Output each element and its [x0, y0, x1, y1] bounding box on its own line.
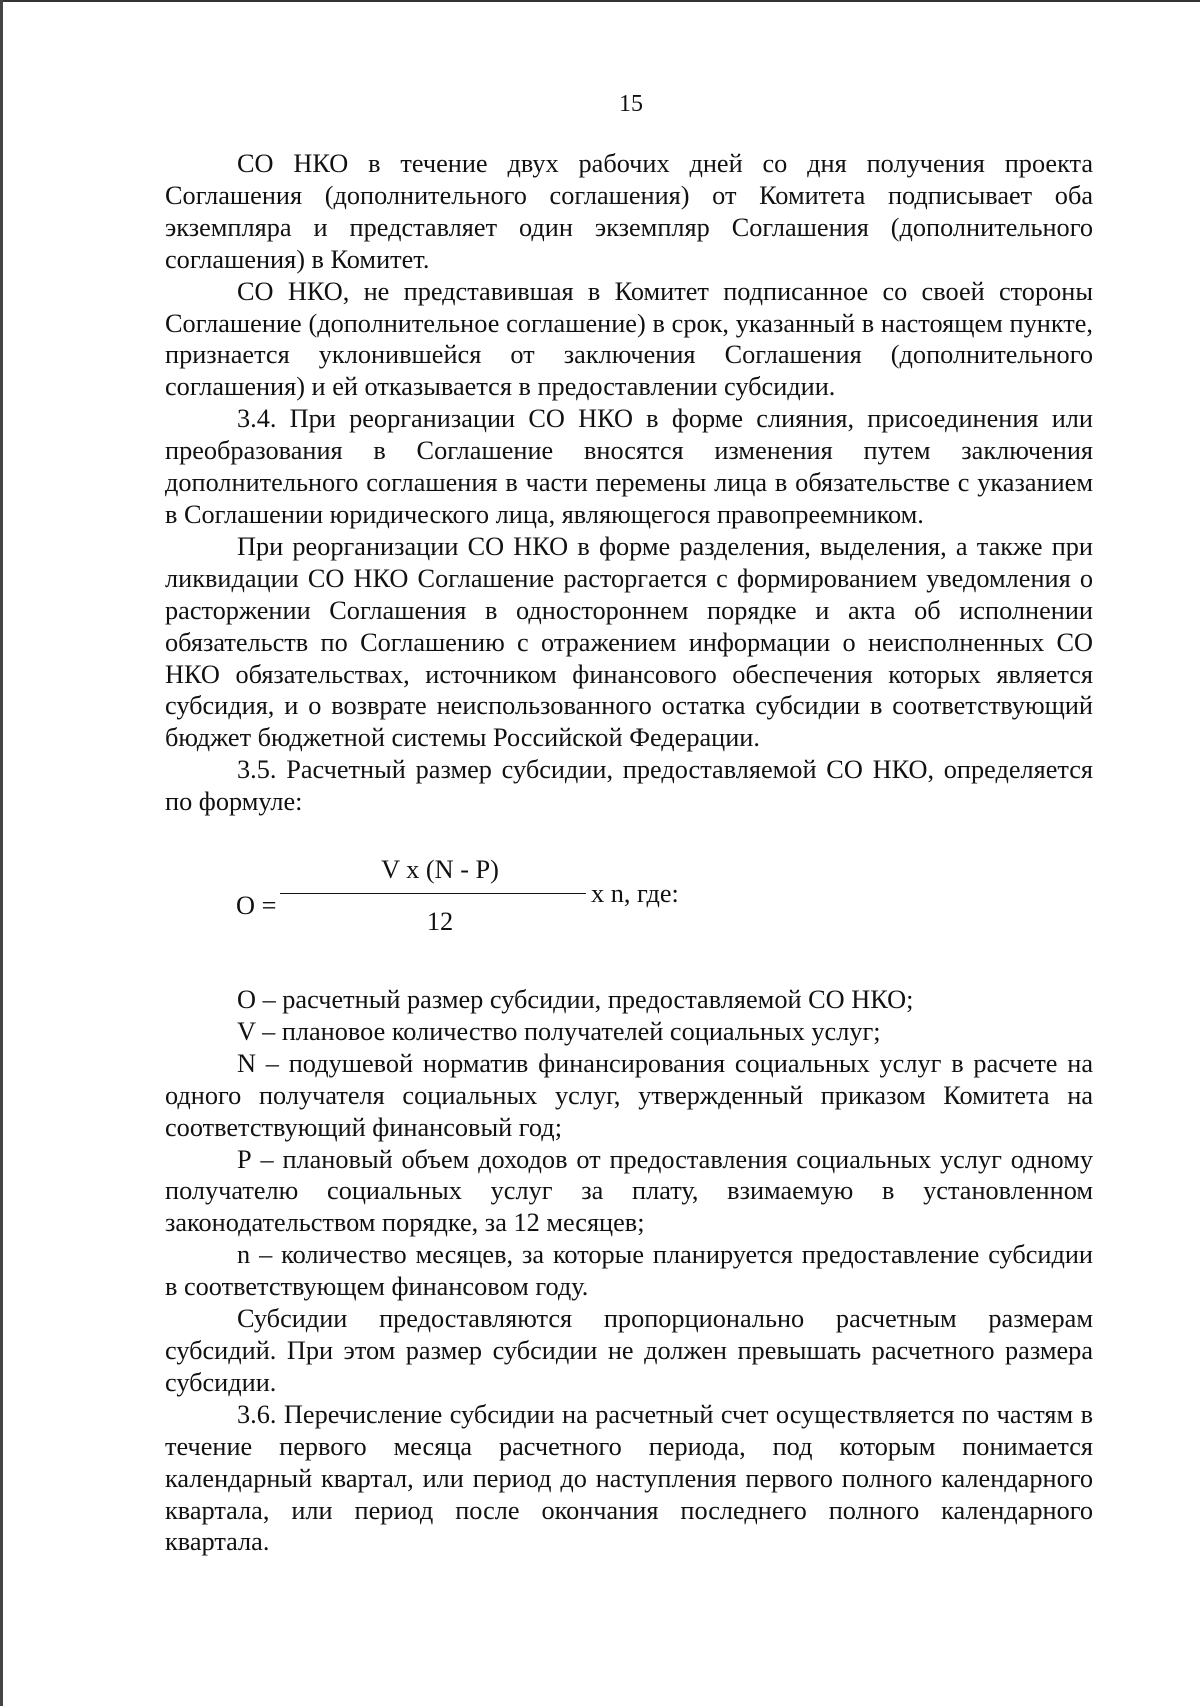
subsidy-formula [165, 848, 1093, 958]
formula-numerator: V x (N - P) [381, 855, 499, 885]
paragraph: 3.6. Перечисление субсидии на расчетный счет осуществляется по частям в течение первого месяца расчетного периода, под которым понимается календарный квартал, или период до наступления первого полного календарного квартала, или период после окончания последнего полного календарного квартала. [165, 1399, 1093, 1557]
paragraph: V – плановое количество получателей социальных услуг; [237, 1016, 881, 1046]
page-number: 15 [619, 91, 643, 117]
paragraph: О – расчетный размер субсидии, предоставляемой СО НКО; [237, 985, 914, 1015]
paragraph: N – подушевой норматив финансирования социальных услуг в расчете на одного получателя социальных услуг, утвержденный приказом Комитета на соответствующий финансовый год; [165, 1048, 1093, 1142]
formula-rhs: x n, где: [591, 879, 679, 909]
paragraph: 3.4. При реорганизации СО НКО в форме слияния, присоединения или преобразования в Соглашение вносятся изменения путем заключения дополнительного соглашения в части перемены лица в обязательстве с указанием в Соглашении юридического лица, являющегося правопреемником. [165, 404, 1093, 529]
formula-fraction-bar [280, 893, 586, 894]
paragraph: При реорганизации СО НКО в форме разделения, выделения, а также при ликвидации СО НКО Соглашение расторгается с формированием уведомления о расторжении Соглашения в одностороннем порядке и акта об исполнении обязательств по Соглашению с отражением информации о неисполненных СО НКО обязательствах, источником финансового обеспечения которых является субсидия, и о возврате неиспользованного остатка субсидии в соответствующий бюджет бюджетной системы Российской Федерации. [165, 531, 1093, 753]
paragraph: n – количество месяцев, за которые планируется предоставление субсидии в соответствующем финансовом году. [165, 1240, 1093, 1302]
formula-denominator: 12 [426, 907, 454, 937]
paragraph: СО НКО, не представившая в Комитет подписанное со своей стороны Соглашение (дополнительное соглашение) в срок, указанный в настоящем пункте, признается уклонившейся от заключения Соглашения (дополнительного соглашения) и ей отказывается в предоставлении субсидии. [165, 276, 1093, 402]
paragraph: 3.5. Расчетный размер субсидии, предоставляемой СО НКО, определяется по формуле: [165, 755, 1093, 817]
paragraph: СО НКО в течение двух рабочих дней со дня получения проекта Соглашения (дополнительного соглашения) от Комитета подписывает оба экземпляра и представляет один экземпляр Соглашения (дополнительного соглашения) в Комитет. [165, 149, 1093, 274]
paragraph: Р – плановый объем доходов от предоставления социальных услуг одному получателю социальных услуг за плату, взимаемую в установленном законодательством порядке, за 12 месяцев; [165, 1144, 1093, 1238]
scan-edge-top [0, 0, 1200, 2]
formula-lhs: О = [236, 891, 277, 921]
paragraph: Субсидии предоставляются пропорционально расчетным размерам субсидий. При этом размер субсидии не должен превышать расчетного размера субсидии. [165, 1304, 1093, 1397]
scan-edge-left [0, 0, 3, 1706]
document-body [165, 148, 1093, 1558]
